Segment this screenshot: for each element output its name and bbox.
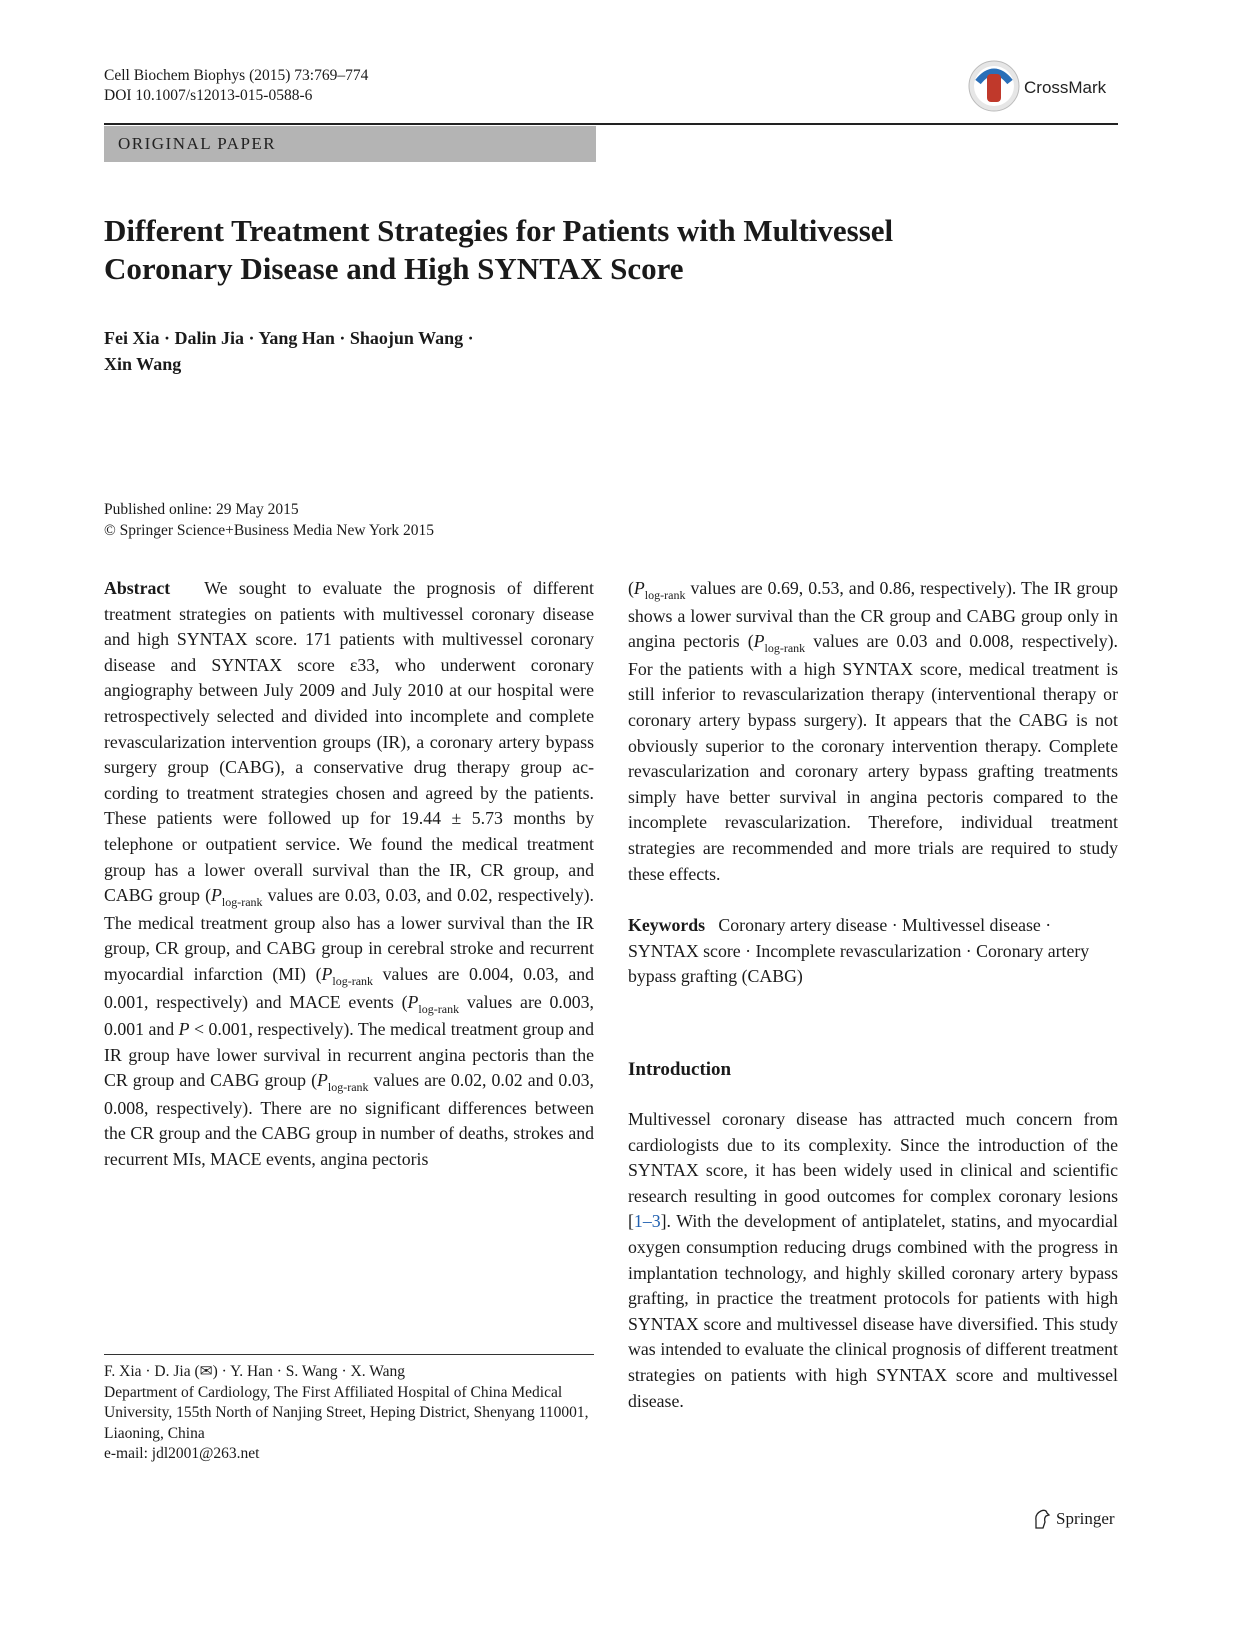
subscript: log-rank [332, 973, 374, 988]
header-rule [104, 123, 1118, 125]
citation-link[interactable]: 1–3 [633, 1211, 661, 1232]
abstract-text-6: values are 0.69, 0.53, and 0.86, respectively). The IR group shows a lower survival than the CR group and CABG group only in angina pectoris ( [628, 578, 1118, 652]
journal-citation [104, 66, 368, 106]
doi[interactable]: DOI 10.1007/s12013-015-0588-6 [104, 87, 313, 104]
subscript: log-rank [644, 588, 686, 602]
footnote-authors: F. Xia · D. Jia (✉) · Y. Han · S. Wang · X. Wang [104, 1363, 405, 1380]
abstract-text-3: values are 0.004, 0.03, and 0.001, respectively) and MACE events ( [104, 963, 595, 1012]
crossmark-label: CrossMark [1024, 78, 1107, 97]
paper-type: ORIGINAL PAPER [118, 134, 277, 153]
subscript: log-rank [327, 1080, 369, 1095]
footnote-rule [104, 1354, 594, 1355]
crossmark-icon [968, 60, 1020, 112]
copyright: © Springer Science+Business Media New York 2015 [104, 522, 435, 539]
springer-logo [1032, 1508, 1115, 1530]
publisher-name: Springer [1056, 1509, 1115, 1528]
subscript: log-rank [418, 1001, 460, 1016]
authors [104, 325, 604, 377]
abstract-continued: ($P_{log-rank}$ values are 0.69, 0.53, and 0.86, respectively). The IR group shows a lower survival than the CR group and CABG group only in angina pectoris ($P_{log-rank}$ values are 0.03 and 0.008, respectively). For the patients with a high SYNTAX score, medical treatment is still inferior to revascularization therapy (interventional therapy or coronary artery bypass surgery). It appears that the CABG is not obviously superior to the coronary intervention therapy. Complete revascularization and coronary artery bypass grafting treatments simply have better survival in angina pectoris compared to the incomplete revascularization. Therefore, individual treatment strategies are recommended and more trials are required to study these effects. [628, 578, 1118, 884]
publication-info [104, 499, 434, 541]
authors-line-1: Fei Xia · Dalin Jia · Yang Han · Shaojun Wang · [104, 328, 474, 348]
keywords [628, 913, 1118, 990]
footnote-email[interactable]: e-mail: jdl2001@263.net [104, 1445, 260, 1462]
abstract-heading: Abstract [104, 578, 171, 598]
crossmark-logo[interactable] [968, 60, 1118, 120]
keywords-heading: Keywords [628, 915, 706, 936]
intro-text-1: Multivessel coronary disease has attracted much concern from cardiologists due to its complexity. Since the introduction of the SYNTAX score, it has been widely used in clinical and scientific research resulting in good outcomes for complex coronary lesions [ [628, 1109, 1118, 1232]
abstract-column-right [628, 576, 1118, 990]
abstract-text-7: values are 0.03 and 0.008, respectively). For the patients with a high SYNTAX score, medical treatment is still inferior to revascularization therapy (interventional therapy or coronary artery bypass surgery). It appears that the CABG is not obviously superior to the coronary intervention therapy. Complete revascularization and coronary artery bypass grafting treatments simply have better survival in angina pectoris compared to the incomplete revascularization. Therefore, individual treatment strategies are recommended and more trials are required to study these effects. [628, 631, 1118, 884]
subscript: log-rank [221, 895, 263, 910]
paper-type-banner [104, 126, 596, 162]
journal-ref: Cell Biochem Biophys (2015) 73:769–774 [104, 67, 369, 84]
springer-horse-icon [1032, 1508, 1052, 1530]
abstract-text-4b: < 0.001, respectively). The medical treatment group and IR group have lower survival in recurrent angina pectoris than the CR group and CABG group ( [104, 1019, 594, 1091]
introduction-heading: Introduction [628, 1059, 732, 1080]
abstract-text-2: values are 0.03, 0.03, and 0.02, respectively). The medical treatment group also has a lower survival than the IR group, CR group, and CABG group in cerebral stroke and recurrent myocardial infarction (MI) ( [104, 885, 594, 984]
paper-title: Different Treatment Strategies for Patients with Multivessel Coronary Disease and High SYNTAX Score [104, 213, 894, 286]
abstract-column-left [104, 576, 594, 1173]
abstract-text-1: We sought to evaluate the prognosis of different treatment strategies on patients with multivessel coronary disease and high SYNTAX score. 171 patients with multivessel coronary disease and SYNTAX score ε33, who underwent coronary angiography between July 2009 and July 2010 at our hospital were retrospectively selected and divided into incomplete and complete revascularization intervention groups (IR), a coronary artery bypass surgery group (CABG), a conservative drug therapy group according to treatment strategies chosen and agreed by the patients. These patients were followed up for 19.44 ± 5.73 months by telephone or outpatient service. We found the medical treatment group has a lower overall survival than the IR, CR group, and CABG group ( [104, 578, 594, 906]
authors-line-2: Xin Wang [104, 354, 182, 374]
abstract-text-4: values are 0.003, 0.001 and [104, 991, 594, 1040]
author-affiliation-footnote [104, 1362, 604, 1465]
published-date: Published online: 29 May 2015 [104, 501, 299, 518]
subscript: log-rank [764, 641, 806, 656]
intro-text-2: ]. With the development of antiplatelet, statins, and myocardial oxygen consumption reducing drugs combined with the progress in implantation technology, and highly skilled coronary artery bypass grafting, in practice the treatment protocols for patients with high SYNTAX score and multivessel disease have diversified. This study was intended to evaluate the clinical prognosis of different treatment strategies on patients with high SYNTAX score and multivessel disease. [628, 1211, 1118, 1411]
abstract-body: Abstract We sought to evaluate the prognosis of different treatment strategies on patients with multivessel coronary disease and high SYNTAX score. 171 patients with multivessel coronary disease and SYNTAX score ε33, who underwent coronary angiography between July 2009 and July 2010 at our hospital were retrospectively selected and divided into incomplete and complete revascularization intervention groups (IR), a coronary artery bypass surgery group (CABG), a conservative drug therapy group according to treatment strategies chosen and agreed by the patients. These patients were followed up for 19.44 ± 5.73 months by telephone or outpatient service. We found the medical treatment group has a lower overall survival than the IR, CR group, and CABG group ($P_{log-rank}$ values are 0.03, 0.03, and 0.02, respectively). The medical treatment group also has a lower survival than the IR group, CR group, and CABG group in cerebral stroke and recurrent myocardial infarction (MI) ($P_{log-rank}$ values are 0.004, 0.03, and 0.001, respectively) and MACE events ($P_{log-rank}$ values are 0.003, 0.001 and P < 0.001, respectively). The medical treatment group and IR group have lower survival in recurrent angina pectoris than the CR group and CABG group ($P_{log-rank}$ values are 0.02, 0.02 and 0.03, 0.008, respectively). There are no significant differences between the CR group and the CABG group in number of deaths, strokes and recurrent MIs, MACE events, angina pectoris [104, 578, 595, 1170]
abstract-text-5: values are 0.02, 0.02 and 0.03, 0.008, respectively). There are no significant differences between the CR group and the CABG group in number of deaths, strokes and recurrent MIs, MACE events, angina pectoris [104, 1070, 594, 1170]
footnote-address: Department of Cardiology, The First Affiliated Hospital of China Medical University, 155th North of Nanjing Street, Heping District, Shenyang 110001, Liaoning, China [104, 1383, 589, 1442]
keywords-text: Coronary artery disease · Multivessel disease · SYNTAX score · Incomplete revascularization · Coronary artery bypass grafting (CABG) [628, 915, 1090, 987]
introduction-body [628, 1107, 1118, 1414]
